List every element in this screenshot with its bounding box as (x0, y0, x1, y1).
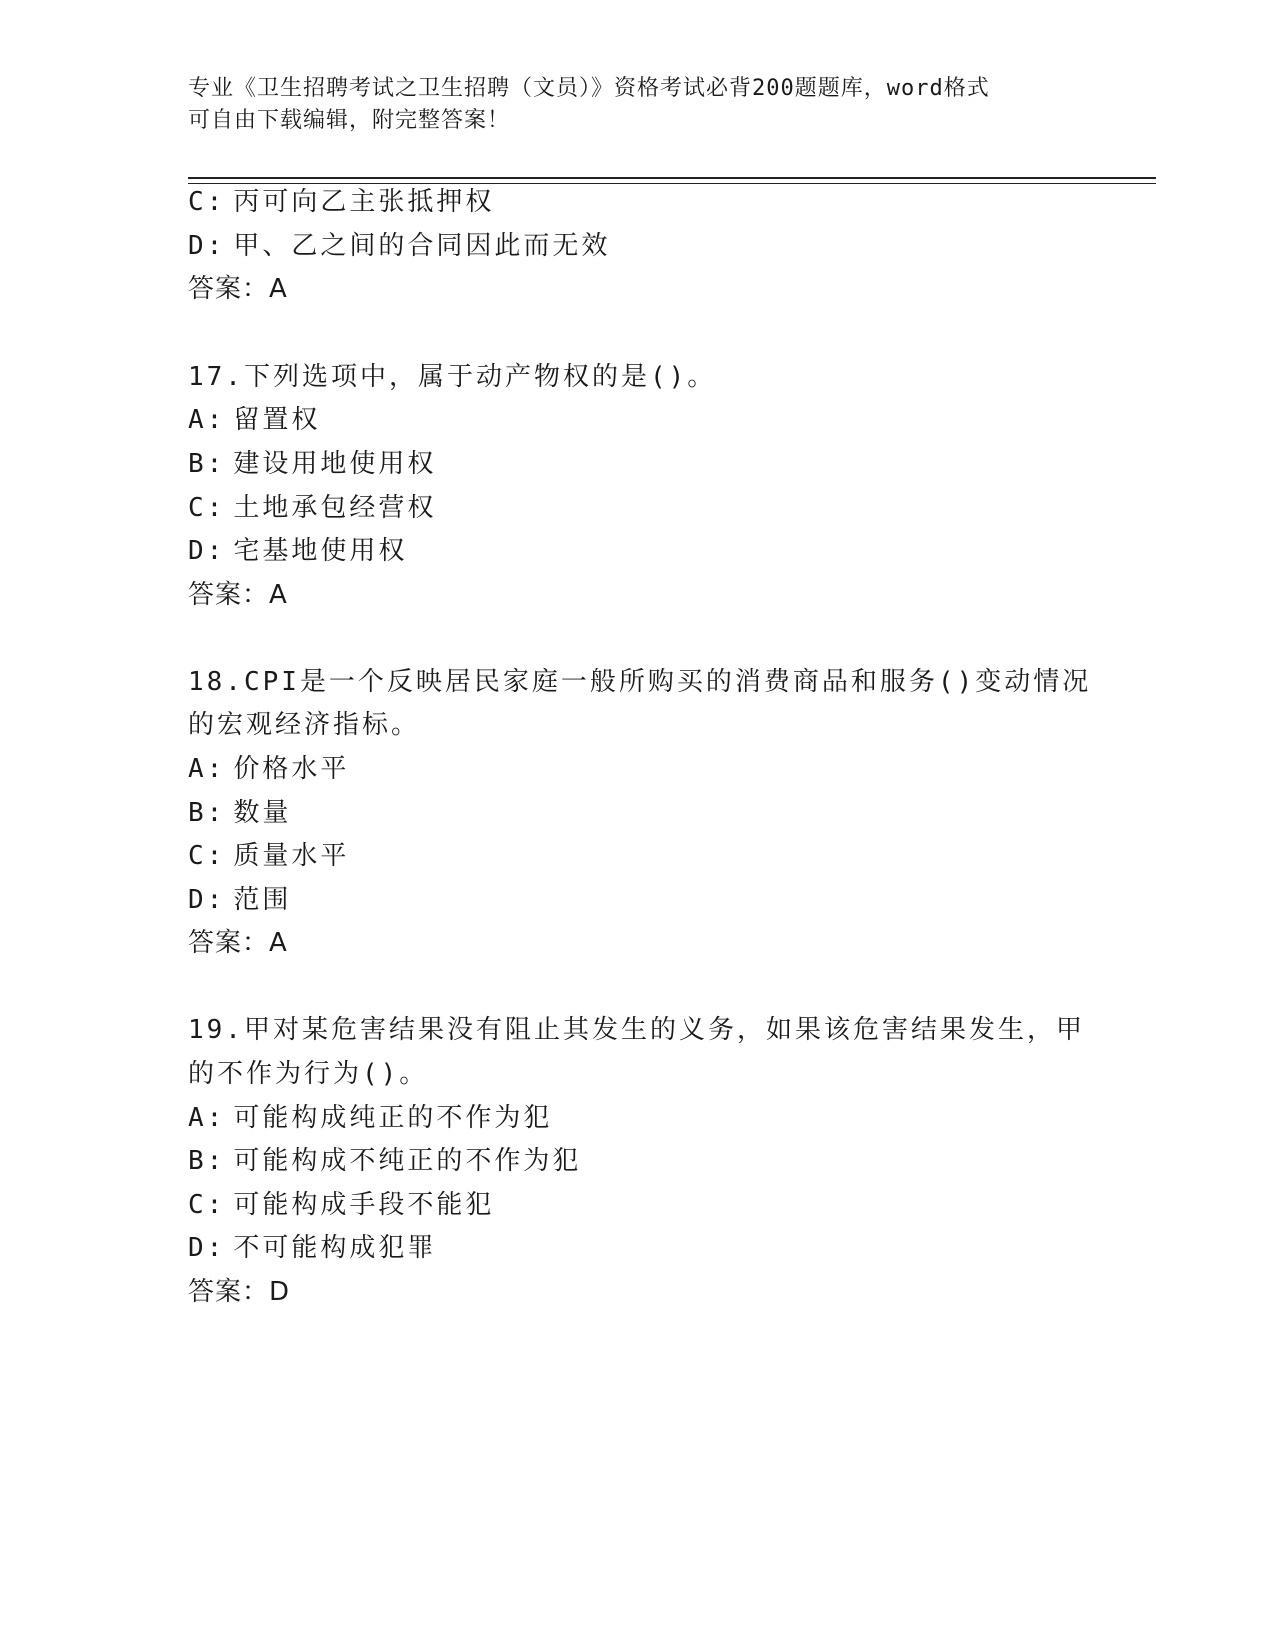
option-c (188, 1187, 494, 1223)
option-a (188, 751, 349, 787)
option-text: 留置权 (233, 405, 321, 435)
option-text: 数量 (233, 798, 292, 828)
option-letter: B: (188, 449, 226, 479)
option-letter: A: (188, 1103, 226, 1133)
option-text: 价格水平 (233, 754, 350, 784)
option-text: 质量水平 (233, 841, 350, 871)
answer: 答案：A (188, 580, 288, 610)
option-d (188, 1230, 436, 1266)
option-a (188, 402, 320, 438)
option-text: 甲、乙之间的合同因此而无效 (233, 231, 611, 261)
option-letter: A: (188, 754, 226, 784)
option-d (188, 882, 291, 918)
option-text: 土地承包经营权 (233, 493, 437, 523)
header-title-line-1: 专业《卫生招聘考试之卫生招聘（文员）》资格考试必背200题题库，word格式 (188, 76, 990, 101)
question-stem: 19.甲对某危害结果没有阻止其发生的义务，如果该危害结果发生，甲 (188, 1015, 1085, 1045)
option-letter: D: (188, 231, 226, 261)
option-text: 不可能构成犯罪 (233, 1233, 437, 1263)
option-c (188, 490, 436, 526)
option-letter: C: (188, 841, 226, 871)
option-c (188, 838, 349, 874)
header-rule-thick (188, 177, 1156, 179)
question-stem-continued: 的不作为行为()。 (188, 1059, 429, 1089)
option-d (188, 533, 407, 569)
option-letter: B: (188, 1146, 226, 1176)
option-text: 可能构成手段不能犯 (233, 1190, 495, 1220)
option-b (188, 795, 291, 831)
header-title-line-2: 可自由下载编辑，附完整答案！ (188, 108, 511, 133)
option-b (188, 1143, 581, 1179)
option-text: 丙可向乙主张抵押权 (233, 187, 495, 217)
option-c (188, 184, 494, 220)
option-text: 建设用地使用权 (233, 449, 437, 479)
option-text: 可能构成不纯正的不作为犯 (233, 1146, 582, 1176)
option-text: 范围 (233, 885, 292, 915)
answer: 答案：D (188, 1277, 291, 1307)
option-a (188, 1100, 552, 1136)
option-letter: C: (188, 493, 226, 523)
document-header (188, 73, 1088, 137)
question-stem-continued: 的宏观经济指标。 (188, 710, 421, 740)
option-letter: D: (188, 885, 226, 915)
option-b (188, 446, 436, 482)
question-stem: 17.下列选项中，属于动产物权的是()。 (188, 362, 717, 392)
option-letter: A: (188, 405, 226, 435)
option-letter: C: (188, 1190, 226, 1220)
option-text: 可能构成纯正的不作为犯 (233, 1103, 553, 1133)
answer: 答案：A (188, 274, 288, 304)
option-d (188, 228, 610, 264)
option-text: 宅基地使用权 (233, 536, 408, 566)
question-stem: 18.CPI是一个反映居民家庭一般所购买的消费商品和服务()变动情况 (188, 667, 1092, 697)
option-letter: D: (188, 536, 226, 566)
option-letter: B: (188, 798, 226, 828)
answer: 答案：A (188, 928, 288, 958)
option-letter: D: (188, 1233, 226, 1263)
option-letter: C: (188, 187, 226, 217)
